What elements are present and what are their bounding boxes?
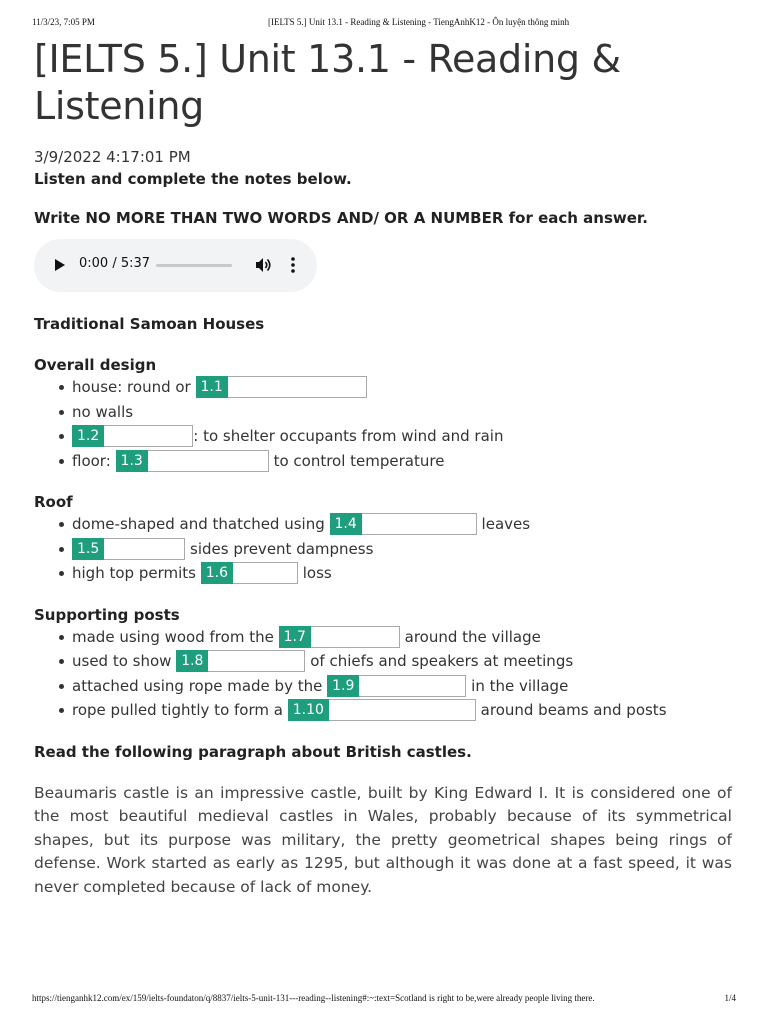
- list-item: [34, 537, 734, 562]
- answer-blank-1-1[interactable]: [196, 376, 367, 398]
- blank-number: 1.5: [72, 538, 104, 560]
- notes-list-roof: [34, 512, 734, 586]
- instruction-listen: Listen and complete the notes below.: [34, 170, 352, 188]
- blank-number: 1.6: [201, 562, 233, 584]
- answer-input[interactable]: [359, 675, 466, 697]
- notes-list-supporting-posts: [34, 625, 734, 723]
- list-item: [34, 698, 734, 723]
- notes-list-overall-design: [34, 375, 734, 473]
- answer-input[interactable]: [233, 562, 298, 584]
- item-text: made using wood from the: [72, 627, 279, 646]
- answer-blank-1-8[interactable]: [176, 650, 305, 672]
- item-text: used to show: [72, 652, 177, 670]
- item-text: house: round or: [72, 378, 196, 396]
- list-item: [34, 512, 734, 537]
- item-text: high top permits: [72, 564, 201, 582]
- post-date: 3/9/2022 4:17:01 PM: [34, 148, 191, 166]
- item-text: : to shelter occupants from wind and rain: [193, 427, 504, 445]
- answer-blank-1-7[interactable]: [279, 626, 400, 648]
- blank-number: 1.10: [288, 699, 329, 721]
- print-timestamp: 11/3/23, 7:05 PM: [32, 17, 95, 27]
- answer-input[interactable]: [104, 425, 193, 447]
- notes-title: Traditional Samoan Houses: [34, 315, 265, 333]
- answer-blank-1-3[interactable]: [116, 450, 269, 472]
- item-text: around beams and posts: [475, 701, 667, 719]
- print-page-title: [IELTS 5.] Unit 13.1 - Reading & Listening - TiengAnhK12 - Ôn luyện thông minh: [268, 17, 570, 27]
- print-url: https://tienganhk12.com/ex/159/ielts-foundaton/q/8837/ielts-5-unit-131---reading--listening#:~:text=Scotland is right to be,were already people living there.: [32, 993, 595, 1003]
- answer-input[interactable]: [148, 450, 269, 472]
- answer-blank-1-6[interactable]: [201, 562, 298, 584]
- item-text: around the village: [399, 627, 541, 646]
- answer-input[interactable]: [329, 699, 476, 721]
- more-vertical-icon[interactable]: [291, 256, 295, 274]
- print-page-number: 1/4: [724, 993, 736, 1003]
- item-text: attached using rope made by the: [72, 676, 328, 695]
- item-text: loss: [297, 564, 332, 582]
- main-content: [34, 36, 734, 899]
- reading-instruction: Read the following paragraph about British castles.: [34, 742, 472, 761]
- list-item: [34, 649, 734, 674]
- print-header: [32, 17, 736, 31]
- list-item: [34, 375, 734, 400]
- item-text: sides prevent dampness: [185, 539, 374, 558]
- answer-input[interactable]: [311, 626, 400, 648]
- blank-number: 1.9: [327, 675, 359, 697]
- list-item: [34, 674, 734, 699]
- item-text: in the village: [466, 676, 569, 695]
- section-heading-overall-design: Overall design: [34, 356, 157, 374]
- answer-input[interactable]: [208, 650, 305, 672]
- reading-paragraph: Beaumaris castle is an impressive castle, built by King Edward I. It is considered one of the most beautiful medieval castles in Wales, probably because of its symmetrical shapes, but its purpose was military, the pretty geometrical shapes being rings of defense. Work started as early as 1295, but although it was done at a fast speed, it was never completed because of lack of money.: [34, 783, 732, 896]
- answer-blank-1-9[interactable]: [327, 675, 466, 697]
- item-text: to control temperature: [268, 451, 445, 470]
- answer-input[interactable]: [362, 513, 477, 535]
- item-text: leaves: [476, 515, 531, 533]
- print-footer: [32, 993, 736, 1007]
- item-text: floor:: [72, 451, 116, 470]
- answer-input[interactable]: [228, 376, 367, 398]
- audio-time: 0:00 / 5:37: [79, 256, 151, 271]
- answer-blank-1-4[interactable]: [330, 513, 477, 535]
- answer-blank-1-5[interactable]: [72, 538, 185, 560]
- item-text: dome-shaped and thatched using: [72, 515, 330, 533]
- list-item: [34, 625, 734, 650]
- blank-number: 1.1: [196, 376, 228, 398]
- item-text: rope pulled tightly to form a: [72, 701, 288, 719]
- item-text: of chiefs and speakers at meetings: [305, 652, 574, 670]
- audio-progress-track[interactable]: [156, 264, 232, 267]
- blank-number: 1.7: [279, 626, 311, 648]
- play-icon[interactable]: [55, 259, 65, 271]
- list-item: [34, 561, 734, 586]
- blank-number: 1.8: [176, 650, 208, 672]
- item-text: no walls: [72, 402, 134, 421]
- audio-player[interactable]: [34, 239, 317, 292]
- answer-blank-1-2[interactable]: [72, 425, 193, 447]
- list-item: [34, 424, 734, 449]
- volume-icon[interactable]: [255, 256, 271, 274]
- section-heading-supporting-posts: Supporting posts: [34, 605, 180, 624]
- blank-number: 1.2: [72, 425, 104, 447]
- list-item: [34, 449, 734, 474]
- answer-input[interactable]: [104, 538, 185, 560]
- section-heading-roof: Roof: [34, 493, 73, 511]
- blank-number: 1.4: [330, 513, 362, 535]
- blank-number: 1.3: [116, 450, 148, 472]
- list-item: [34, 400, 734, 425]
- page-title: [IELTS 5.] Unit 13.1 - Reading & Listening: [34, 37, 621, 128]
- instruction-word-limit: Write NO MORE THAN TWO WORDS AND/ OR A NUMBER for each answer.: [34, 209, 648, 227]
- answer-blank-1-10[interactable]: [288, 699, 476, 721]
